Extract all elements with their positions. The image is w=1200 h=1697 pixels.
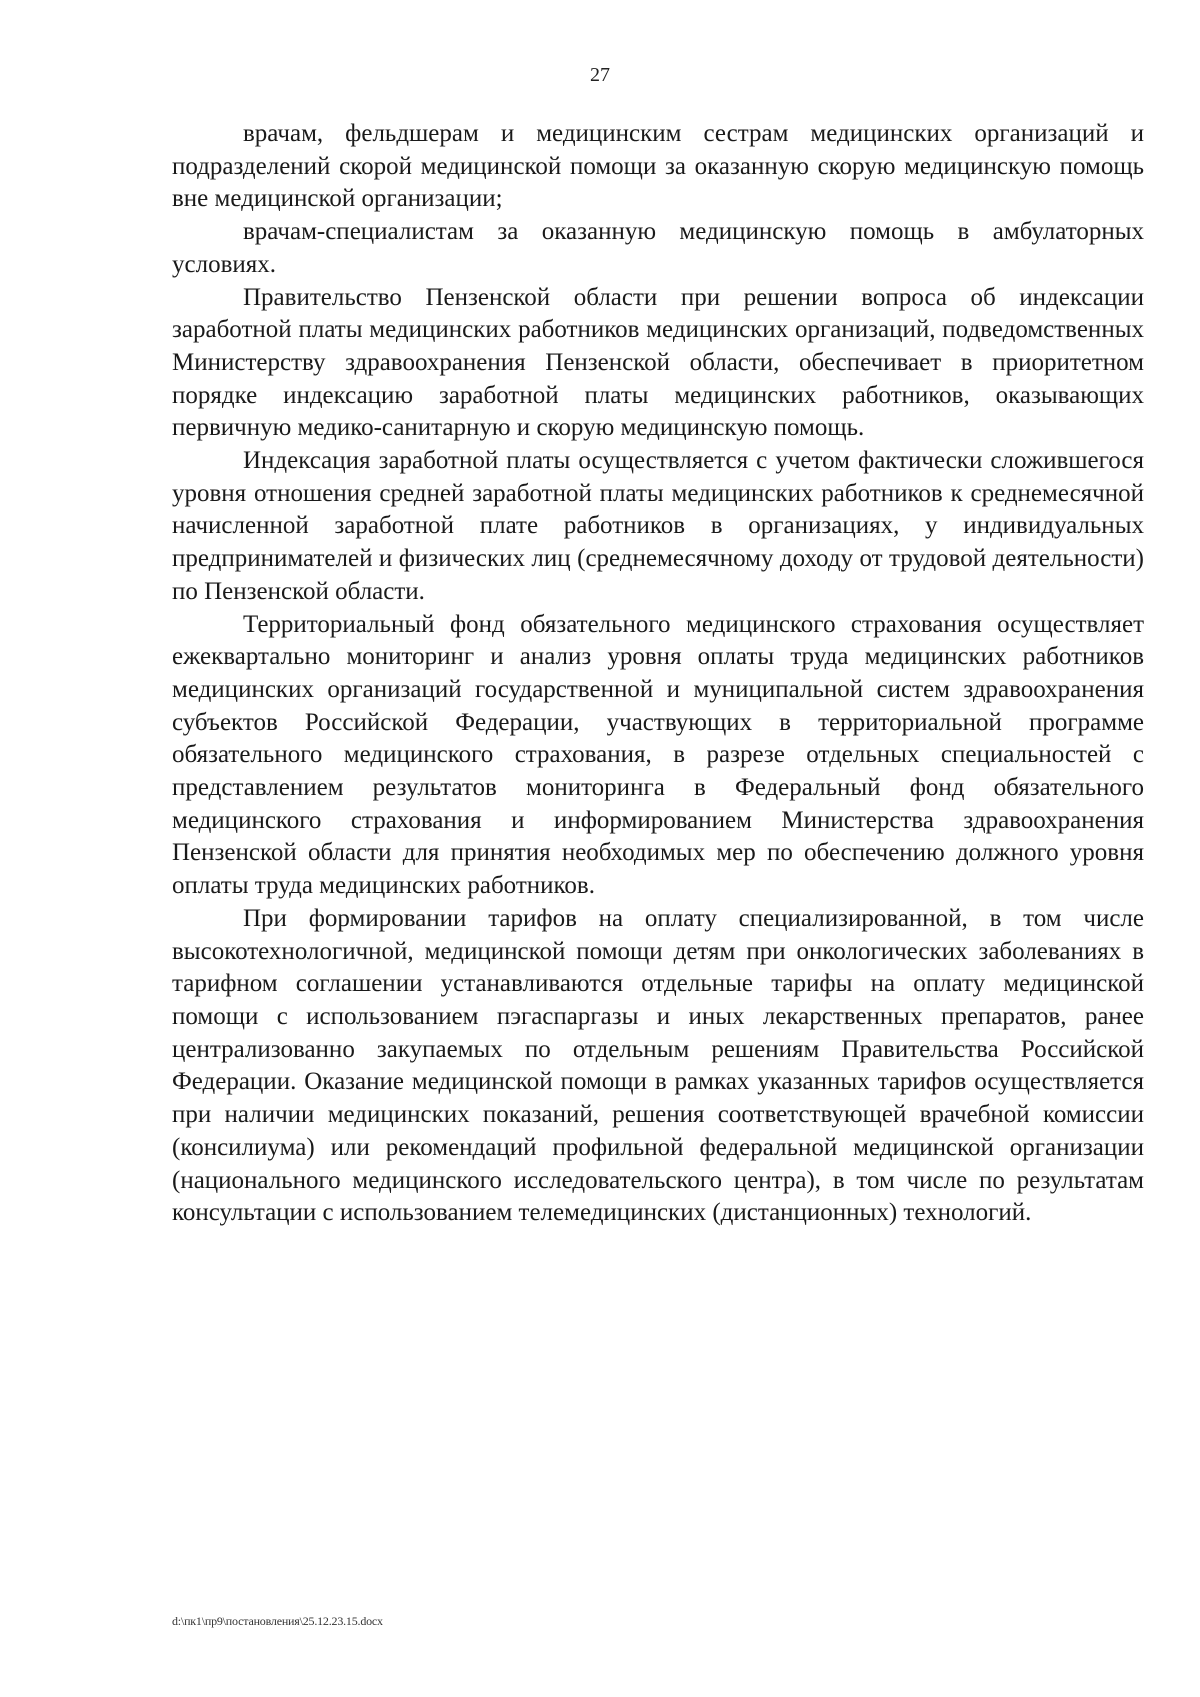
page-number: 27	[590, 64, 610, 86]
paragraph-2: врачам-специалистам за оказанную медицинскую помощь в амбулаторных условиях.	[172, 218, 1144, 278]
paragraph-3: Правительство Пензенской области при решении вопроса об индексации заработной платы медицинских работников медицинских организаций, подведомственных Министерству здравоохранения Пензенской области, обеспечивает в приоритетном порядке индексацию заработной платы медицинских работников, оказывающих первичную медико-санитарную и скорую медицинскую помощь.	[172, 283, 1144, 442]
paragraph-1: врачам, фельдшерам и медицинским сестрам медицинских организаций и подразделений скорой медицинской помощи за оказанную скорую медицинскую помощь вне медицинской организации;	[172, 120, 1144, 213]
footer-file-path: d:\пк1\пр9\постановления\25.12.23.15.docx	[172, 1614, 383, 1628]
document-body	[172, 118, 1144, 1230]
paragraph-6: При формировании тарифов на оплату специализированной, в том числе высокотехнологичной, медицинской помощи детям при онкологических заболеваниях в тарифном соглашении устанавливаются отдельные тарифы на оплату медицинской помощи с использованием пэгаспаргазы и иных лекарственных препаратов, ранее централизованно закупаемых по отдельным решениям Правительства Российской Федерации. Оказание медицинской помощи в рамках указанных тарифов осуществляется при наличии медицинских показаний, решения соответствующей врачебной комиссии (консилиума) или рекомендаций профильной федеральной медицинской организации (национального медицинского исследовательского центра), в том числе по результатам консультации с использованием телемедицинских (дистанционных) технологий.	[172, 904, 1144, 1227]
paragraph-4: Индексация заработной платы осуществляется с учетом фактически сложившегося уровня отношения средней заработной платы медицинских работников к среднемесячной начисленной заработной плате работников в организациях, у индивидуальных предпринимателей и физических лиц (среднемесячному доходу от трудовой деятельности) по Пензенской области.	[172, 447, 1144, 605]
paragraph-5: Территориальный фонд обязательного медицинского страхования осуществляет ежеквартально мониторинг и анализ уровня оплаты труда медицинских работников медицинских организаций государственной и муниципальной систем здравоохранения субъектов Российской Федерации, участвующих в территориальной программе обязательного медицинского страхования, в разрезе отдельных специальностей с представлением результатов мониторинга в Федеральный фонд обязательного медицинского страхования и информированием Министерства здравоохранения Пензенской области для принятия необходимых мер по обеспечению должного уровня оплаты труда медицинских работников.	[172, 610, 1144, 900]
